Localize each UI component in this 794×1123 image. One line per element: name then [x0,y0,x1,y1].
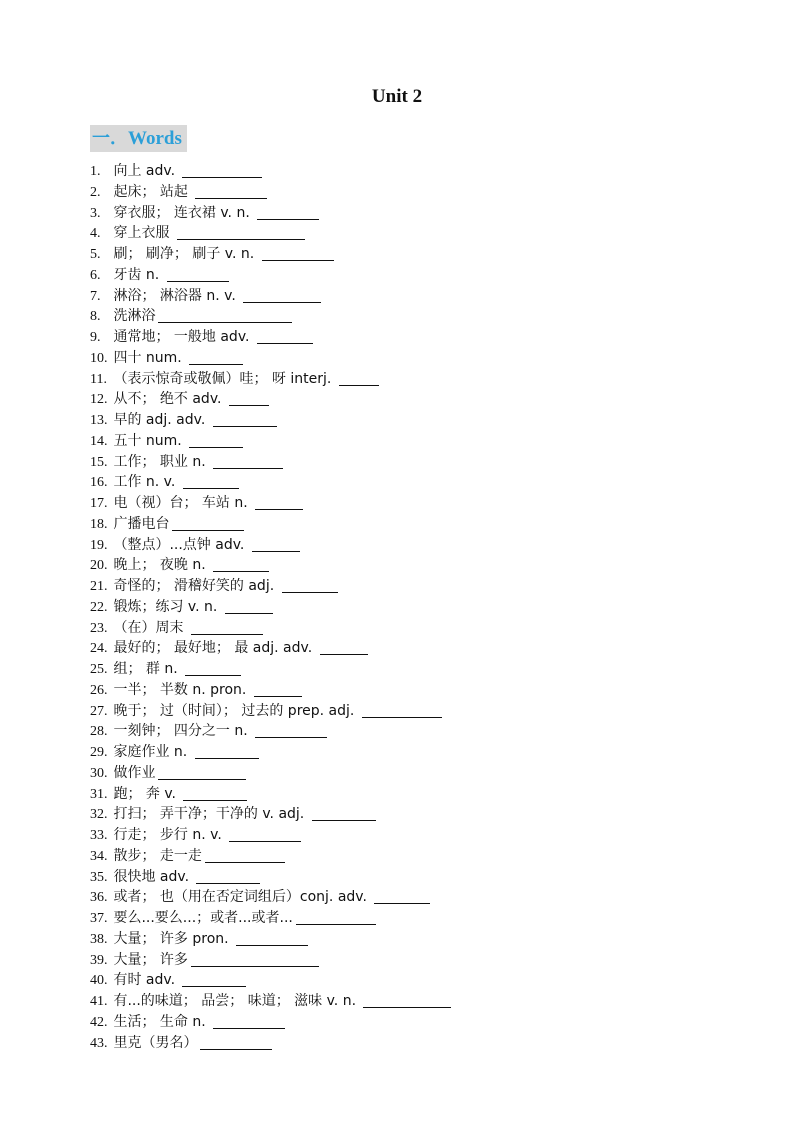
vocab-item [90,493,451,514]
item-definition: （表示惊奇或敬佩）哇； 呀 interj. [113,370,336,387]
item-number: 43. [90,1035,108,1051]
vocab-item [90,410,451,431]
item-number: 30. [90,765,108,781]
item-definition: 牙齿 n. [113,266,164,283]
item-number: 29. [90,745,108,760]
item-number: 37. [90,911,108,926]
answer-blank[interactable] [189,433,243,448]
vocab-item [90,306,451,327]
vocab-item [90,597,451,618]
item-definition: 家庭作业 n. [113,744,192,760]
item-number: 4. [90,226,101,242]
answer-blank[interactable] [167,267,229,282]
item-definition: 起床； 站起 [113,183,193,200]
answer-blank[interactable] [200,1035,272,1050]
vocab-item [90,659,451,680]
item-number: 20. [90,558,108,574]
vocab-item [90,618,451,639]
item-definition: 从不； 绝不 adv. [113,391,226,408]
answer-blank[interactable] [312,806,376,821]
item-definition: 一刻钟； 四分之一 n. [113,723,253,740]
item-number: 23. [90,620,108,636]
answer-blank[interactable] [255,723,327,738]
item-number: 35. [90,869,108,885]
item-number: 40. [90,973,108,989]
item-definition: 奇怪的； 滑稽好笑的 adj. [113,578,279,594]
item-number: 15. [90,454,108,470]
item-definition: 穿衣服； 连衣裙 v. n. [113,204,255,221]
answer-blank[interactable] [177,225,305,240]
answer-blank[interactable] [213,1014,285,1029]
answer-blank[interactable] [182,972,246,987]
section-heading-words [90,125,187,152]
vocab-item [90,327,451,348]
page-title: Unit 2 [371,86,423,107]
item-number: 9. [90,330,101,345]
item-definition: 大量； 许多 pron. [113,930,234,947]
vocab-item [90,784,451,805]
item-definition: 晚上； 夜晚 n. [113,557,211,574]
vocab-item [90,970,451,991]
vocab-item [90,867,451,888]
item-number: 24. [90,641,108,657]
item-number: 6. [90,267,101,283]
item-definition: （整点）...点钟 adv. [113,536,249,553]
item-number: 39. [90,952,108,968]
item-definition: 广播电台 [113,515,170,532]
vocab-item [90,763,451,784]
answer-blank[interactable] [262,246,334,261]
answer-blank[interactable] [172,516,244,531]
vocab-item [90,535,451,556]
vocab-item [90,846,451,867]
item-definition: 锻炼；练习 v. n. [113,598,222,615]
answer-blank[interactable] [213,412,277,427]
vocab-item [90,721,451,742]
item-definition: 有...的味道； 品尝； 味道； 滋味 v. n. [113,993,361,1009]
vocab-item [90,701,451,722]
vocab-item [90,286,451,307]
answer-blank[interactable] [243,288,321,303]
answer-blank[interactable] [257,329,313,344]
item-definition: 四十 num. [113,349,187,366]
item-number: 12. [90,392,108,408]
answer-blank[interactable] [205,848,285,863]
item-number: 17. [90,496,108,511]
item-number: 36. [90,890,108,906]
answer-blank[interactable] [363,993,451,1008]
item-definition: （在）周末 [113,619,188,636]
item-number: 14. [90,433,108,449]
vocab-item [90,680,451,701]
answer-blank[interactable] [282,578,338,593]
answer-blank[interactable] [320,640,368,655]
answer-blank[interactable] [236,931,308,946]
item-definition: 组； 群 n. [113,661,183,677]
item-number: 10. [90,350,108,366]
answer-blank[interactable] [182,163,262,178]
vocab-item [90,555,451,576]
answer-blank[interactable] [158,765,246,780]
vocab-item [90,348,451,369]
answer-blank[interactable] [374,889,430,904]
item-number: 41. [90,994,108,1009]
answer-blank[interactable] [183,474,239,489]
vocab-item [90,1033,451,1054]
answer-blank[interactable] [196,869,260,884]
item-definition: 很快地 adv. [113,868,194,885]
answer-blank[interactable] [183,786,247,801]
vocab-item [90,431,451,452]
vocab-item [90,389,451,410]
item-definition: 通常地； 一般地 adv. [113,329,254,345]
item-number: 5. [90,247,101,262]
item-definition: 向上 adv. [113,163,180,179]
vocab-item [90,161,451,182]
answer-blank[interactable] [213,454,283,469]
item-number: 32. [90,807,108,823]
item-number: 8. [90,309,101,325]
item-definition: 工作； 职业 n. [113,453,211,470]
answer-blank[interactable] [191,620,263,635]
vocab-item [90,182,451,203]
answer-blank[interactable] [296,910,376,925]
item-number: 38. [90,931,108,947]
item-number: 28. [90,724,108,740]
answer-blank[interactable] [254,682,302,697]
item-definition: 穿上衣服 [113,225,174,242]
answer-blank[interactable] [195,184,267,199]
answer-blank[interactable] [362,703,442,718]
item-number: 7. [90,288,101,304]
item-definition: 早的 adj. adv. [113,412,210,428]
vocab-item [90,825,451,846]
item-definition: 生活； 生命 n. [113,1013,211,1030]
item-definition: 大量； 许多 [113,951,188,968]
item-definition: 做作业 [113,764,156,781]
item-number: 26. [90,682,108,698]
item-number: 27. [90,703,108,719]
item-number: 21. [90,579,108,594]
item-definition: 五十 num. [113,432,187,449]
vocab-item [90,203,451,224]
item-number: 22. [90,599,108,615]
vocab-item [90,369,451,390]
vocab-item [90,244,451,265]
item-number: 1. [90,164,101,179]
vocab-item [90,472,451,493]
section-label: Words [128,128,182,149]
answer-blank[interactable] [252,537,300,552]
item-definition: 淋浴； 淋浴器 n. v. [113,287,241,304]
section-prefix: 一． [92,128,128,149]
answer-blank[interactable] [229,391,269,406]
item-definition: 晚于； 过（时间）； 过去的 prep. adj. [113,702,359,719]
item-number: 16. [90,475,108,491]
item-definition: 一半； 半数 n. pron. [113,681,251,698]
item-definition: 刷； 刷净； 刷子 v. n. [113,246,259,262]
answer-blank[interactable] [255,495,303,510]
vocab-item [90,576,451,597]
vocab-item [90,265,451,286]
item-number: 3. [90,205,101,221]
answer-blank[interactable] [257,205,319,220]
vocabulary-list [90,161,451,1053]
answer-blank[interactable] [189,350,243,365]
item-number: 18. [90,516,108,532]
item-definition: 电（视）台； 车站 n. [113,495,253,511]
vocab-item [90,223,451,244]
vocab-item [90,804,451,825]
item-number: 34. [90,848,108,864]
answer-blank[interactable] [158,308,292,323]
vocab-item [90,950,451,971]
item-number: 11. [90,371,107,387]
item-definition: 跑； 奔 v. [113,785,181,802]
vocab-item [90,887,451,908]
item-number: 25. [90,662,108,677]
answer-blank[interactable] [213,557,269,572]
item-number: 19. [90,537,108,553]
vocab-item [90,452,451,473]
vocab-item [90,638,451,659]
vocab-item [90,514,451,535]
item-definition: 最好的； 最好地； 最 adj. adv. [113,640,317,657]
answer-blank[interactable] [195,744,259,759]
item-definition: 里克（男名） [113,1034,198,1051]
item-definition: 要么...要么...；或者...或者... [113,910,293,926]
item-definition: 或者； 也（用在否定词组后）conj. adv. [113,889,372,906]
vocab-item [90,929,451,950]
item-number: 33. [90,828,108,843]
item-definition: 洗淋浴 [113,308,156,325]
answer-blank[interactable] [225,599,273,614]
item-definition: 行走； 步行 n. v. [113,827,227,843]
item-number: 13. [90,413,108,428]
item-number: 31. [90,786,108,802]
answer-blank[interactable] [191,952,319,967]
answer-blank[interactable] [229,827,301,842]
item-definition: 打扫； 弄干净；干净的 v. adj. [113,806,309,823]
item-number: 2. [90,184,101,200]
item-definition: 有时 adv. [113,972,180,989]
item-number: 42. [90,1014,108,1030]
item-definition: 工作 n. v. [113,474,180,491]
vocab-item [90,1012,451,1033]
vocab-item [90,991,451,1012]
answer-blank[interactable] [185,661,241,676]
vocab-item [90,742,451,763]
answer-blank[interactable] [339,371,379,386]
vocab-item [90,908,451,929]
item-definition: 散步； 走一走 [113,847,202,864]
